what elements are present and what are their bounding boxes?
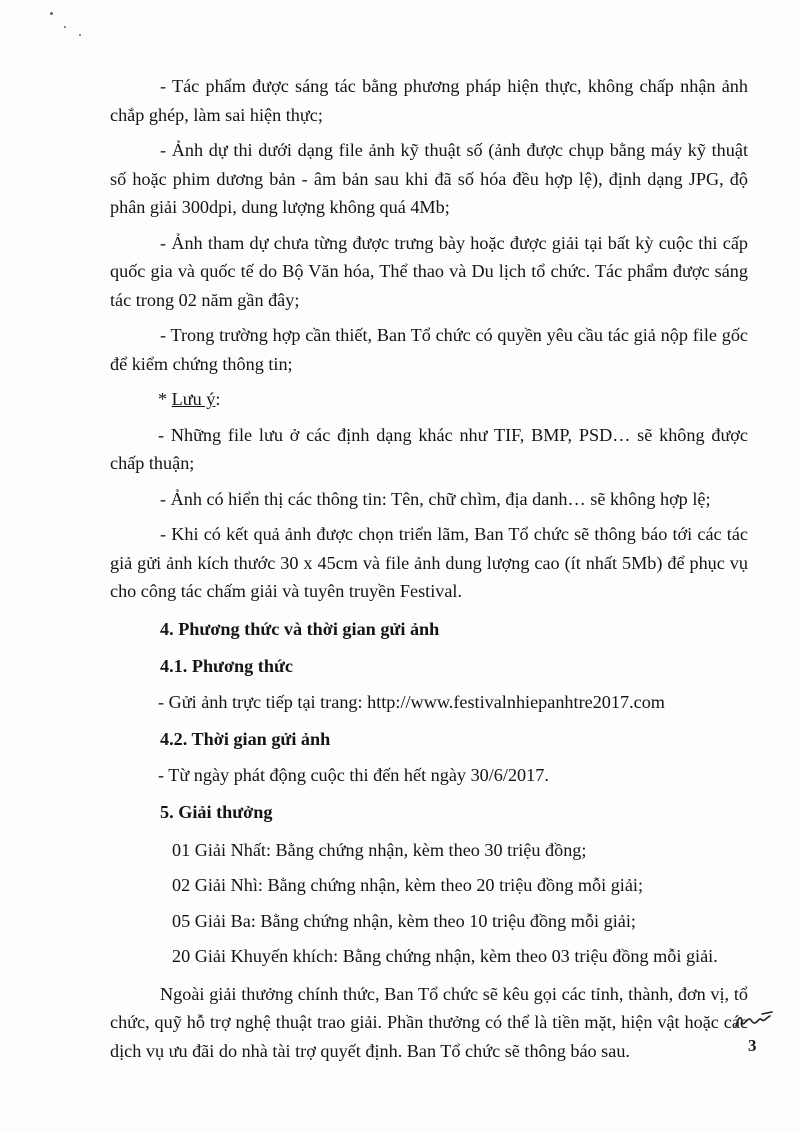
- closing-paragraph: Ngoài giải thưởng chính thức, Ban Tổ chức sẽ kêu gọi các tỉnh, thành, đơn vị, tổ chức, quỹ hỗ trợ nghệ thuật trao giải. Phần thưởng có thể là tiền mặt, hiện vật hoặc các dịch vụ ưu đãi do nhà tài trợ quyết định. Ban Tổ chức sẽ thông báo sau.: [110, 983, 748, 1061]
- note-asterisk: *: [158, 389, 172, 409]
- prize-third: 05 Giải Ba: Bằng chứng nhận, kèm theo 10 triệu đồng mỗi giải;: [172, 910, 636, 931]
- paragraph-exhibition-note: - Khi có kết quả ảnh được chọn triển lãm, Ban Tổ chức sẽ thông báo tới các tác giả gửi ảnh kích thước 30 x 45cm và file ảnh dung lượng cao (ít nhất 5Mb) để phục vụ cho công tác chấm giải và tuyên truyền Festival.: [110, 524, 748, 601]
- section-4-heading: 4. Phương thức và thời gian gửi ảnh: [160, 618, 440, 639]
- note-colon: :: [215, 389, 221, 409]
- paragraph-watermark-note: - Ảnh có hiển thị các thông tin: Tên, chữ chìm, địa danh… sẽ không hợp lệ;: [160, 488, 711, 509]
- section-4-2-heading: 4.2. Thời gian gửi ảnh: [160, 729, 331, 749]
- prize-second: 02 Giải Nhì: Bằng chứng nhận, kèm theo 20 triệu đồng mỗi giải;: [172, 875, 644, 895]
- document-body: [110, 72, 748, 1065]
- section-4-1-heading: 4.1. Phương thức: [160, 656, 293, 676]
- paragraph-file-format-note: - Những file lưu ở các định dạng khác như TIF, BMP, PSD… sẽ không được chấp thuận;: [110, 424, 748, 473]
- scan-speck: [79, 34, 81, 36]
- handwritten-initials: [732, 1008, 778, 1032]
- scan-speck: [64, 26, 66, 28]
- prize-encouragement: 20 Giải Khuyến khích: Bằng chứng nhận, kèm theo 03 triệu đồng mỗi giải.: [172, 946, 718, 966]
- scan-speck: [50, 12, 53, 15]
- paragraph-realism-rule: - Tác phẩm được sáng tác bằng phương pháp hiện thực, không chấp nhận ảnh chắp ghép, làm sai hiện thực;: [110, 76, 748, 125]
- note-heading: [110, 385, 748, 414]
- paragraph-unpublished-rule: - Ảnh tham dự chưa từng được trưng bày hoặc được giải tại bất kỳ cuộc thi cấp quốc gia và quốc tế do Bộ Văn hóa, Thể thao và Du lịch tổ chức. Tác phẩm được sáng tác trong 02 năm gần đây;: [110, 232, 748, 310]
- section-4-2-text: - Từ ngày phát động cuộc thi đến hết ngày 30/6/2017.: [158, 764, 549, 785]
- prize-first: 01 Giải Nhất: Bằng chứng nhận, kèm theo 30 triệu đồng;: [172, 839, 587, 860]
- page-number: 3: [748, 1036, 757, 1055]
- note-label: Lưu ý: [171, 389, 216, 409]
- paragraph-original-file-rule: - Trong trường hợp cần thiết, Ban Tổ chức có quyền yêu cầu tác giả nộp file gốc để kiểm chứng thông tin;: [110, 325, 748, 374]
- section-5-heading: 5. Giải thưởng: [160, 802, 273, 822]
- paragraph-digital-file-rule: - Ảnh dự thi dưới dạng file ảnh kỹ thuật số (ảnh được chụp bằng máy kỹ thuật số hoặc phim dương bản - âm bản sau khi đã số hóa đều hợp lệ), định dạng JPG, độ phân giải 300dpi, dung lượng không quá 4Mb;: [110, 140, 748, 217]
- section-4-1-text: - Gửi ảnh trực tiếp tại trang: http://www.festivalnhiepanhtre2017.com: [158, 691, 665, 712]
